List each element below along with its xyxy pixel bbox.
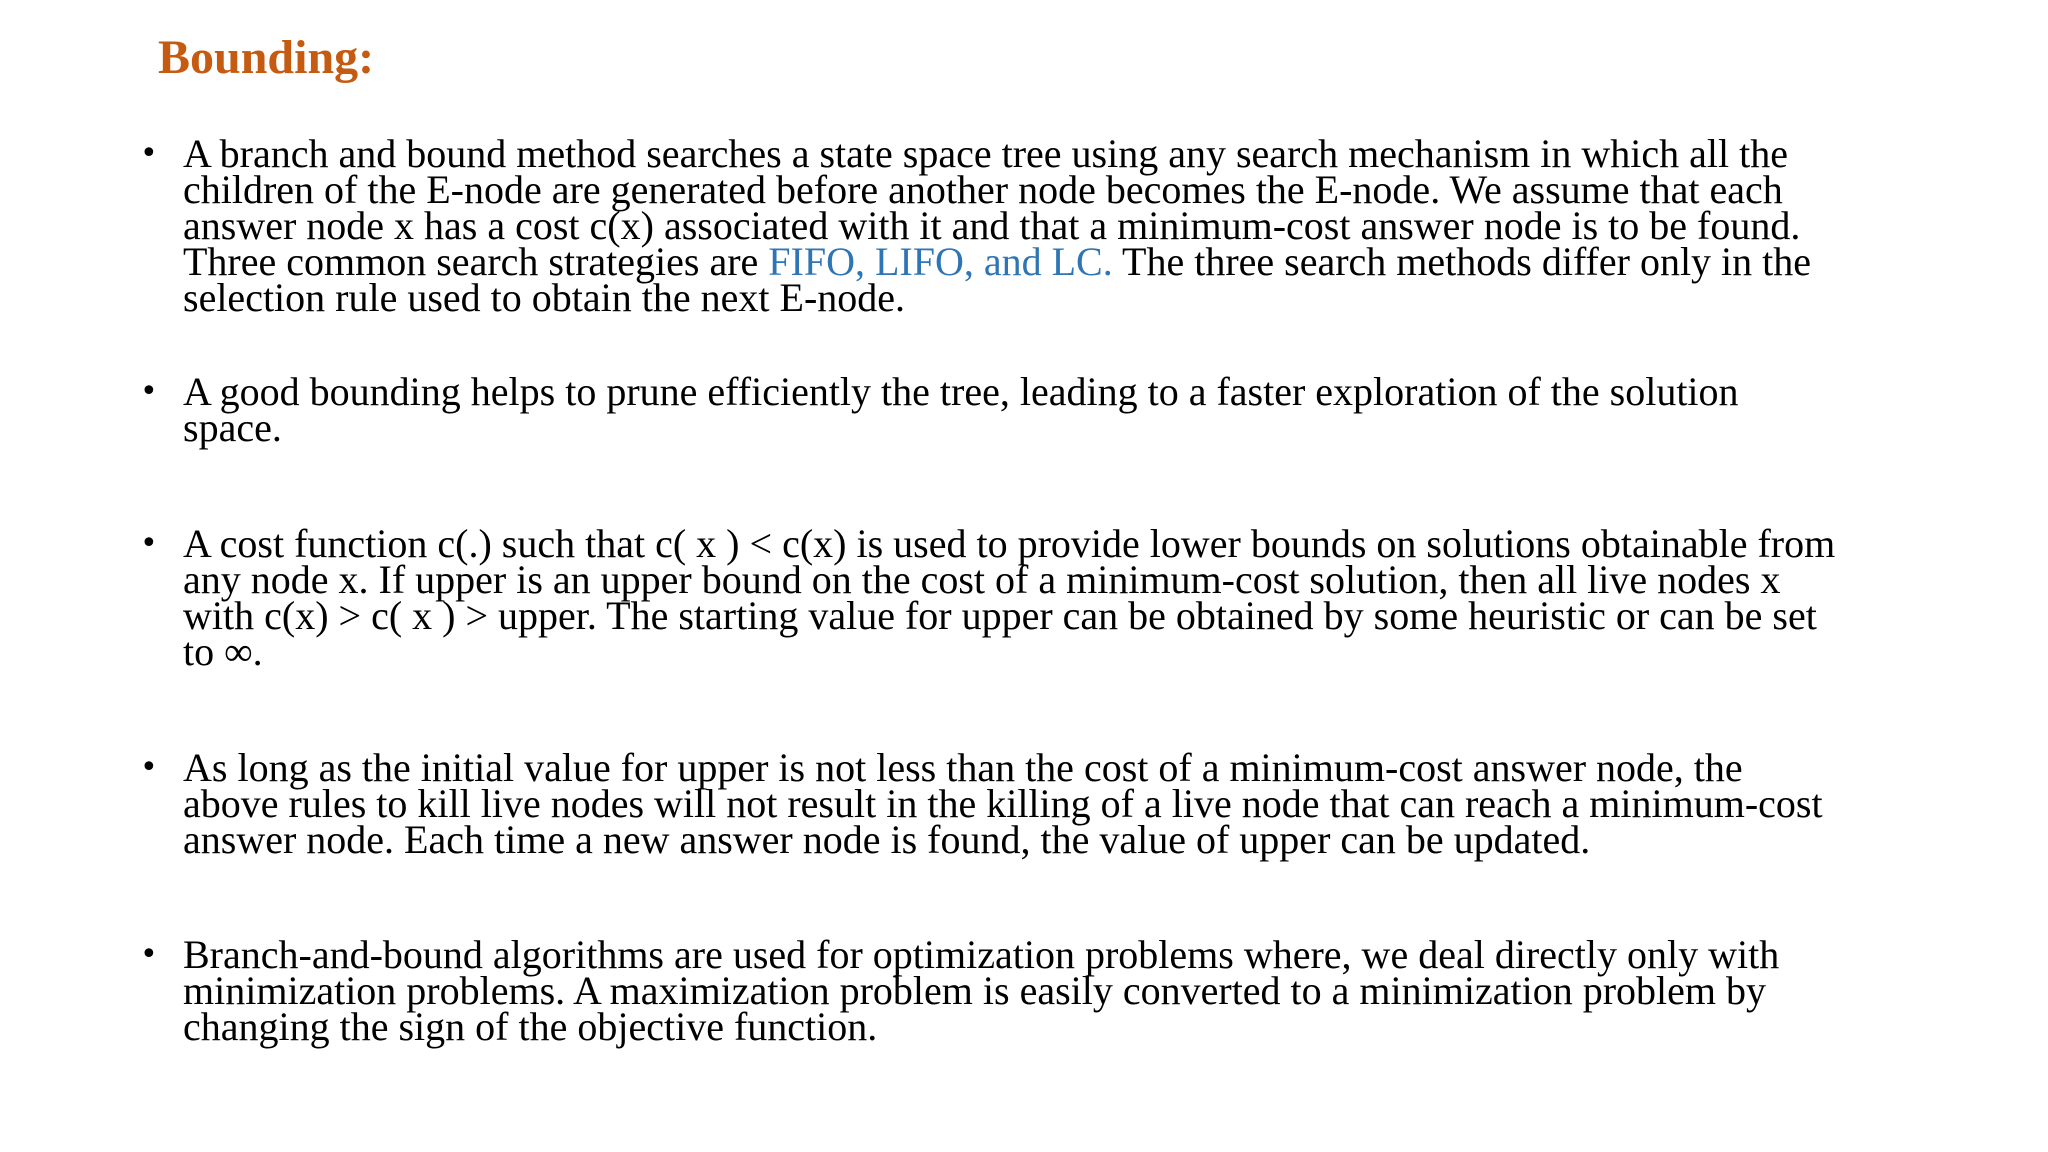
text-line: selection rule used to obtain the next E-node. [183, 275, 906, 320]
bullet-item-cost-function [140, 521, 2008, 674]
bullet-paragraph [183, 369, 2008, 450]
bullet-paragraph [183, 131, 2008, 320]
text-segment: Three common search strategies are [183, 239, 769, 284]
strategies-highlight: FIFO, LIFO, and LC. [768, 239, 1113, 284]
text-line: answer node. Each time a new answer node is found, the value of upper can be updated. [183, 817, 1591, 862]
text-line: space. [183, 405, 282, 450]
bullet-dot-icon: • [140, 374, 158, 409]
bullet-dot-icon: • [140, 937, 158, 972]
bullet-paragraph [183, 521, 2008, 674]
bullet-item-initial-upper [140, 745, 2008, 862]
bullet-paragraph [183, 932, 2008, 1049]
text-line: changing the sign of the objective function. [183, 1004, 878, 1049]
text-line: any node x. If upper is an upper bound on the cost of a minimum-cost solution, then all live nodes x [183, 557, 1781, 602]
bullet-item-good-bounding [140, 369, 2008, 450]
text-line: to ∞. [183, 629, 263, 674]
text-line: As long as the initial value for upper is not less than the cost of a minimum-cost answer node, the [183, 745, 1743, 790]
bullet-dot-icon: • [140, 526, 158, 561]
bullet-item-optimization [140, 932, 2008, 1049]
bullet-paragraph [183, 745, 2008, 862]
text-line: with c(x) > c( x ) > upper. The starting value for upper can be obtained by some heuristic or can be set [183, 593, 1817, 638]
bullet-dot-icon: • [140, 750, 158, 785]
bullet-item-search-strategies [140, 131, 2008, 320]
text-line: A branch and bound method searches a state space tree using any search mechanism in which all the [183, 131, 1788, 176]
text-line: A cost function c(.) such that c( x ) < c(x) is used to provide lower bounds on solutions obtainable from [183, 521, 1836, 566]
text-line: answer node x has a cost c(x) associated with it and that a minimum-cost answer node is to be found. [183, 203, 1801, 248]
text-line: above rules to kill live nodes will not result in the killing of a live node that can reach a minimum-cost [183, 781, 1823, 826]
text-segment: The three search methods differ only in the [1112, 239, 1812, 284]
text-line: Branch-and-bound algorithms are used for optimization problems where, we deal directly only with [183, 932, 1780, 977]
text-line: A good bounding helps to prune efficiently the tree, leading to a faster exploration of the solution [183, 369, 1739, 414]
slide-title: Bounding: [158, 31, 375, 84]
text-line: minimization problems. A maximization problem is easily converted to a minimization problem by [183, 968, 1767, 1013]
bullet-dot-icon: • [140, 136, 158, 171]
text-line: children of the E-node are generated before another node becomes the E-node. We assume that each [183, 167, 1783, 212]
